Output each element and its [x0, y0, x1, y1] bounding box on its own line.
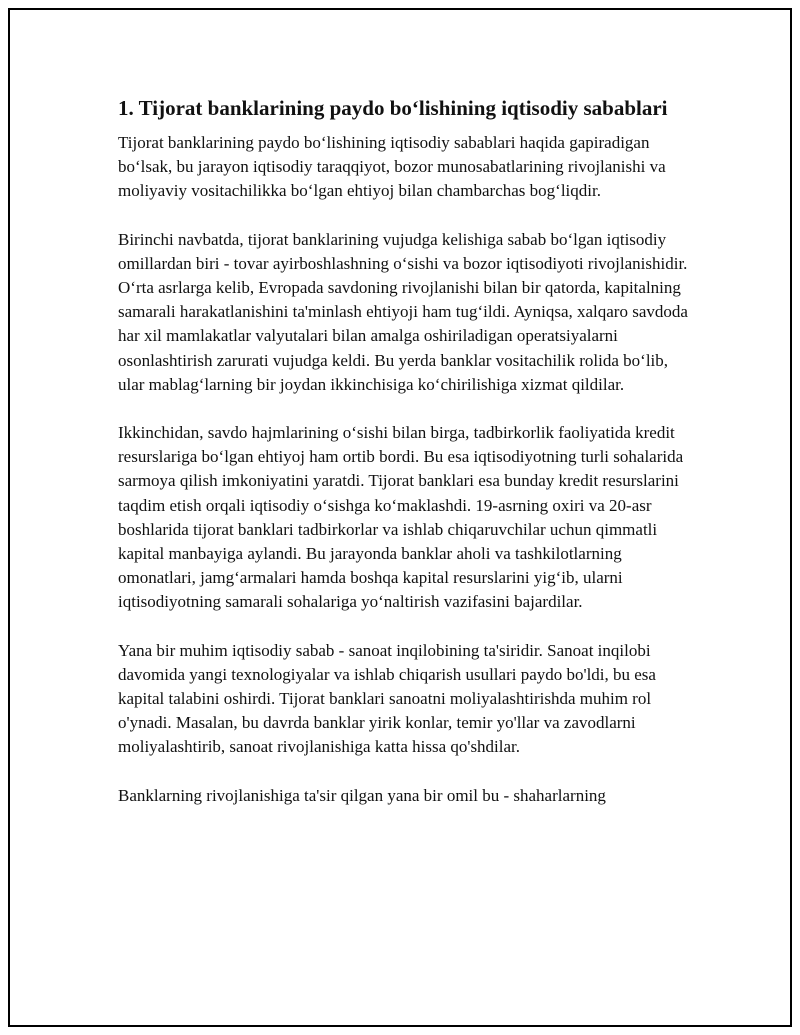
paragraph-second-reason: Ikkinchidan, savdo hajmlarining o‘sishi bilan birga, tadbirkorlik faoliyatida kredit resurslariga bo‘lgan ehtiyoj ham ortib bordi. Bu esa iqtisodiyotning turli sohalarida sarmoya qilish imkoniyatini yaratdi. Tijorat banklari esa bunday kredit resurslarini taqdim etish orqali iqtisodiy o‘sishga ko‘maklashdi. 19-asrning oxiri va 20-asr boshlarida tijorat banklari tadbirkorlar va ishlab chiqaruvchilar uchun qimmatli kapital manbayiga aylandi. Bu jarayonda banklar aholi va tashkilotlarning omonatlari, jamg‘armalari hamda boshqa kapital resurslarini yig‘ib, ularni iqtisodiyotning samarali sohalariga yo‘naltirish vazifasini bajardilar.	[118, 423, 684, 612]
paragraph-industrial-revolution: Yana bir muhim iqtisodiy sabab - sanoat inqilobining ta'siridir. Sanoat inqilobi davomida yangi texnologiyalar va ishlab chiqarish usullari paydo bo'ldi, bu esa kapital talabini oshirdi. Tijorat banklari sanoatni moliyalashtirishda muhim rol o'ynadi. Masalan, bu davrda banklar yirik konlar, temir yo'llar va zavodlarni moliyalashtirib, sanoat rivojlanishiga katta hissa qo'shdilar.	[118, 640, 656, 757]
paragraph-intro: Tijorat banklarining paydo bo‘lishining iqtisodiy sabablari haqida gapiradigan bo‘lsak, bu jarayon iqtisodiy taraqqiyot, bozor munosabatlarining rivojlanishi va moliyaviy vositachilikka bo‘lgan ehtiyoj bilan chambarchas bog‘liqdir.	[118, 133, 666, 201]
document-title: 1. Tijorat banklarining paydo bo‘lishining iqtisodiy sabablari	[118, 96, 668, 120]
paragraph-urbanization: Banklarning rivojlanishiga ta'sir qilgan yana bir omil bu - shaharlarning	[118, 785, 606, 805]
document-body	[118, 95, 688, 832]
paragraph-first-reason: Birinchi navbatda, tijorat banklarining vujudga kelishiga sabab bo‘lgan iqtisodiy omillardan biri - tovar ayirboshlashning o‘sishi va bozor iqtisodiyoti rivojlanishidir. O‘rta asrlarga kelib, Evropada savdoning rivojlanishi bilan bir qatorda, kapitalning samarali harakatlanishini ta'minlash ehtiyoji ham tug‘ildi. Ayniqsa, xalqaro savdoda har xil mamlakatlar valyutalari bilan amalga oshiriladigan operatsiyalarni osonlashtirish zarurati vujudga keldi. Bu yerda banklar vositachilik rolida bo‘lib, ular mablag‘larning bir joydan ikkinchisiga ko‘chirilishiga xizmat qildilar.	[118, 229, 688, 394]
